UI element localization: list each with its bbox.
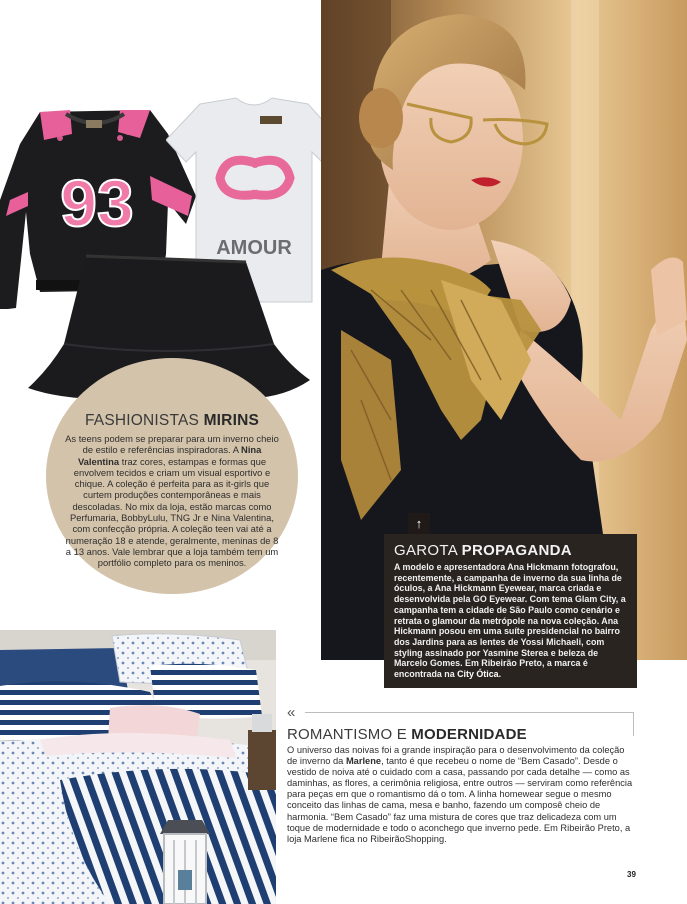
garota-body [394, 562, 629, 680]
kids-fashion-product-photo [0, 0, 320, 410]
garota-title [394, 542, 629, 560]
up-arrow-icon: ↑ [408, 513, 430, 535]
double-chevron-left-icon: « [287, 704, 293, 721]
title-bold-part: MIRINS [203, 412, 260, 429]
title-bold-part: MODERNIDADE [411, 726, 527, 743]
romantismo-body [287, 745, 637, 845]
section-divider-line [305, 712, 633, 713]
body-text-continued: , tanto é que recebeu o nome de “Bem Casado”. Desde o vestido de noiva até o cuidado com a casa, passando por cada detalhe — como as daminhas, as flores, a cerimônia religiosa, entre outros — serviram como referência para peças em que o romantismo dá o tom. A linha homewear segue o mesmo conceito das linhas de cama, mesa e banho, fazendo um composê cheio de harmonia. “Bem Casado” faz uma mistura de cores que traz delicadeza com um toque de modernidade e todo o aconchego que inverno pede. Em Ribeirão Preto, a loja Marlene fica no RibeirãoShopping. [287, 756, 633, 844]
title-light-part: GAROTA [394, 542, 462, 559]
body-text-continued: traz cores, estampas e formas que envolvem tecidos e criam um visual esportivo e chique. A coleção é perfeita para as it-girls que curtem produções contemporâneas e mais descoladas. No mix da loja, estão marcas como Perfumaria, BobbyLulu, TNG Jr e Nina Valentina, com confecção própria. A coleção teen vai até a numeração 18 e atende, geralmente, meninas de 8 a 13 anos. Vale lembrar que a loja também tem um portfólio completo para os meninos. [65, 455, 279, 569]
body-text-end: . [498, 669, 502, 680]
store-name: City Ótica [457, 669, 499, 680]
title-light-part: FASHIONISTAS [84, 412, 204, 429]
sweater-number: 93 [60, 166, 134, 240]
body-text: O universo das noivas foi a grande inspiração para o desenvolvimento da coleção de inverno da [287, 745, 625, 767]
garota-propaganda-box [384, 534, 637, 688]
title-bold-part: PROPAGANDA [461, 542, 572, 559]
title-light-part: ROMANTISMO E [287, 726, 412, 743]
romantismo-title [287, 726, 527, 744]
fashionistas-body [50, 433, 294, 569]
section-divider-tick [633, 712, 634, 736]
body-text: A modelo e apresentadora Ana Hickmann fotografou, recentemente, a campanha de inverno da sua linha de óculos, a Ana Hickmann Eyewear, marca criada e desenvolvida pela GO Eyewear. Com tema Glam City, a campanha tem a cidade de São Paulo como cenário e retrata o glamour da metrópole na nova coleção. Ana Hickmann posou em uma suíte presidencial no bairro dos Jardins para as lentes de Yossi Michaeli, com styling assinado por Yasmine Sterea e beleza de Marcelo Gomes. Em Ribeirão Preto, a marca é encontrada na [394, 562, 626, 680]
tshirt-text: AMOUR [216, 237, 292, 259]
fashionistas-mirins-article [50, 412, 294, 569]
fashionistas-title [50, 412, 294, 430]
page-number: 39 [627, 870, 636, 879]
bedding-product-photo [0, 630, 276, 904]
brand-name: Nina Valentina [77, 444, 262, 467]
body-text: As teens podem se preparar para um inverno cheio de estilo e referências inspiradoras. A [65, 433, 279, 456]
brand-name: Marlene [345, 756, 382, 767]
